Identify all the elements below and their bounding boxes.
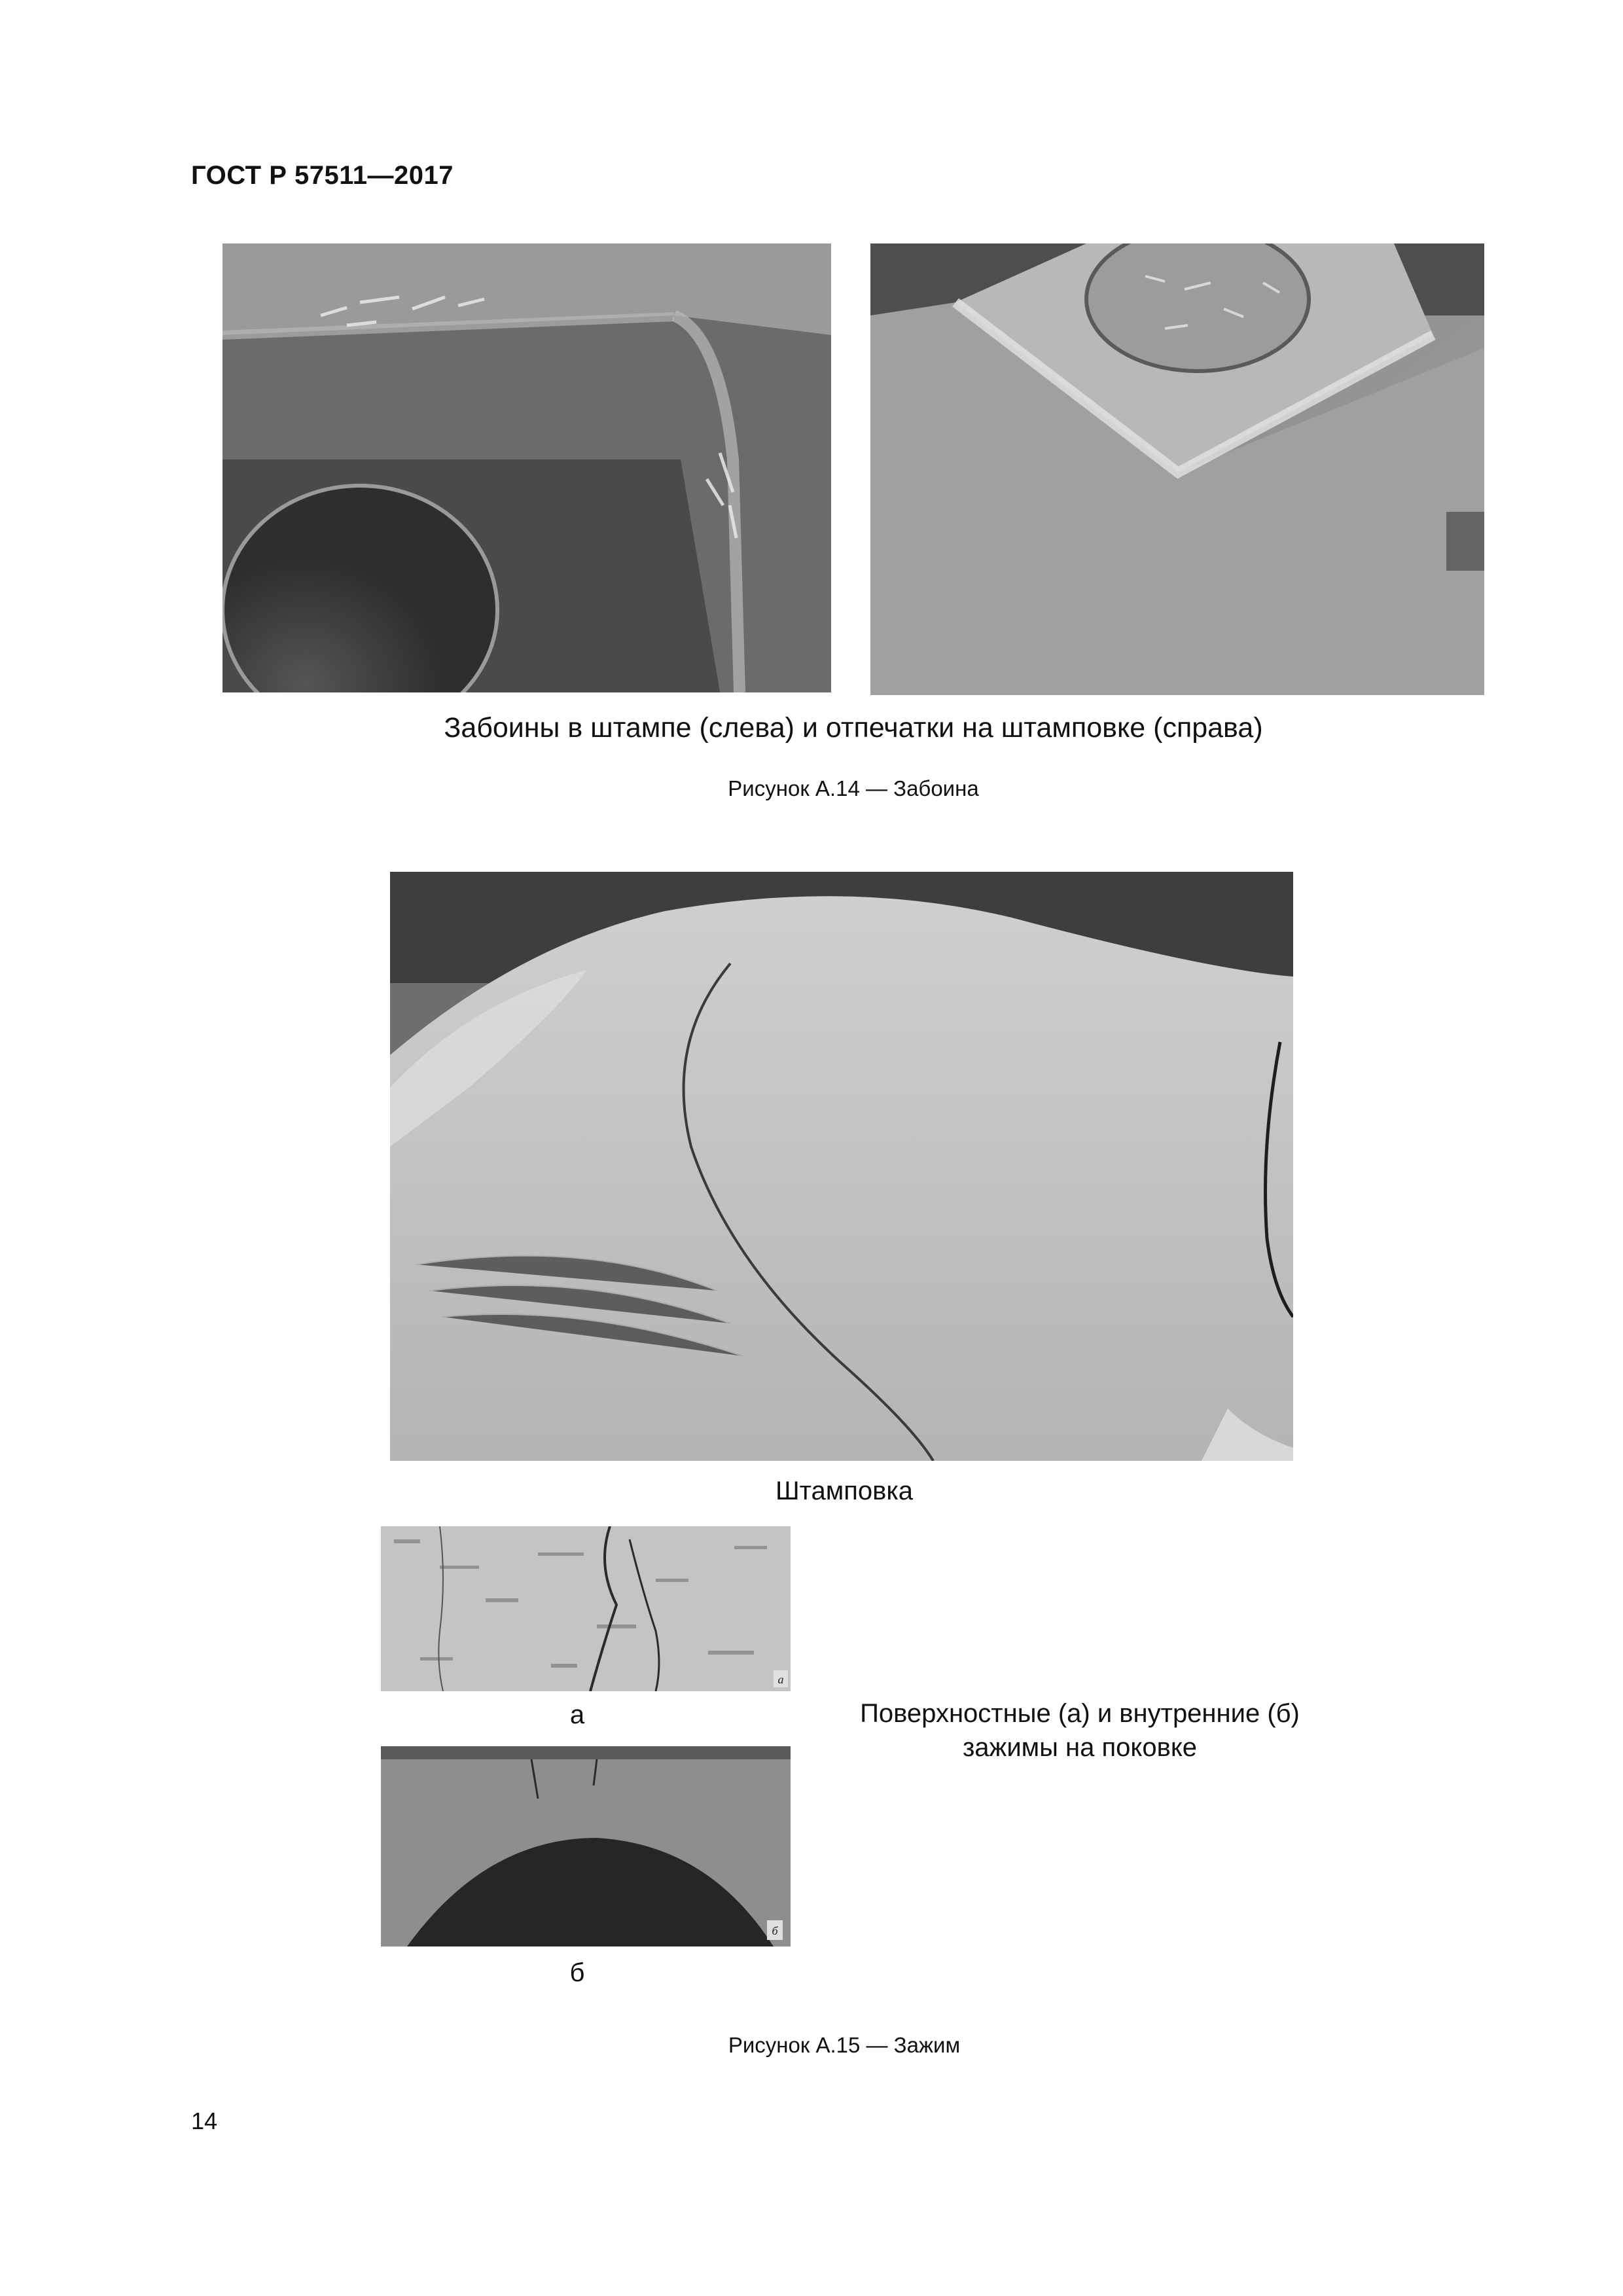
- internal-laps-micrograph: [381, 1746, 791, 1946]
- figure-a14-subcaption: Забоины в штампе (слева) и отпечатки на штамповке (справа): [444, 712, 1263, 744]
- panel-a-label: а: [569, 1700, 585, 1729]
- panel-a-mark: а: [777, 1673, 784, 1686]
- panel-b-mark: б: [772, 1924, 778, 1937]
- document-header: ГОСТ Р 57511—2017: [191, 161, 454, 190]
- page-number: 14: [191, 2108, 218, 2134]
- surface-laps-micrograph: [381, 1526, 791, 1691]
- forging-label: Штамповка: [775, 1477, 914, 1505]
- figure-a14-caption: Рисунок А.14 — Забоина: [728, 776, 979, 800]
- forging-imprints-photo: [870, 243, 1484, 695]
- panel-b-label: б: [569, 1958, 585, 1987]
- figure-a15-caption: Рисунок А.15 — Зажим: [728, 2033, 961, 2057]
- forging-photo: [390, 872, 1293, 1461]
- laps-description: Поверхностные (а) и внутренние (б) зажимы на поковке: [860, 1699, 1300, 1762]
- die-nicks-photo: [223, 243, 831, 692]
